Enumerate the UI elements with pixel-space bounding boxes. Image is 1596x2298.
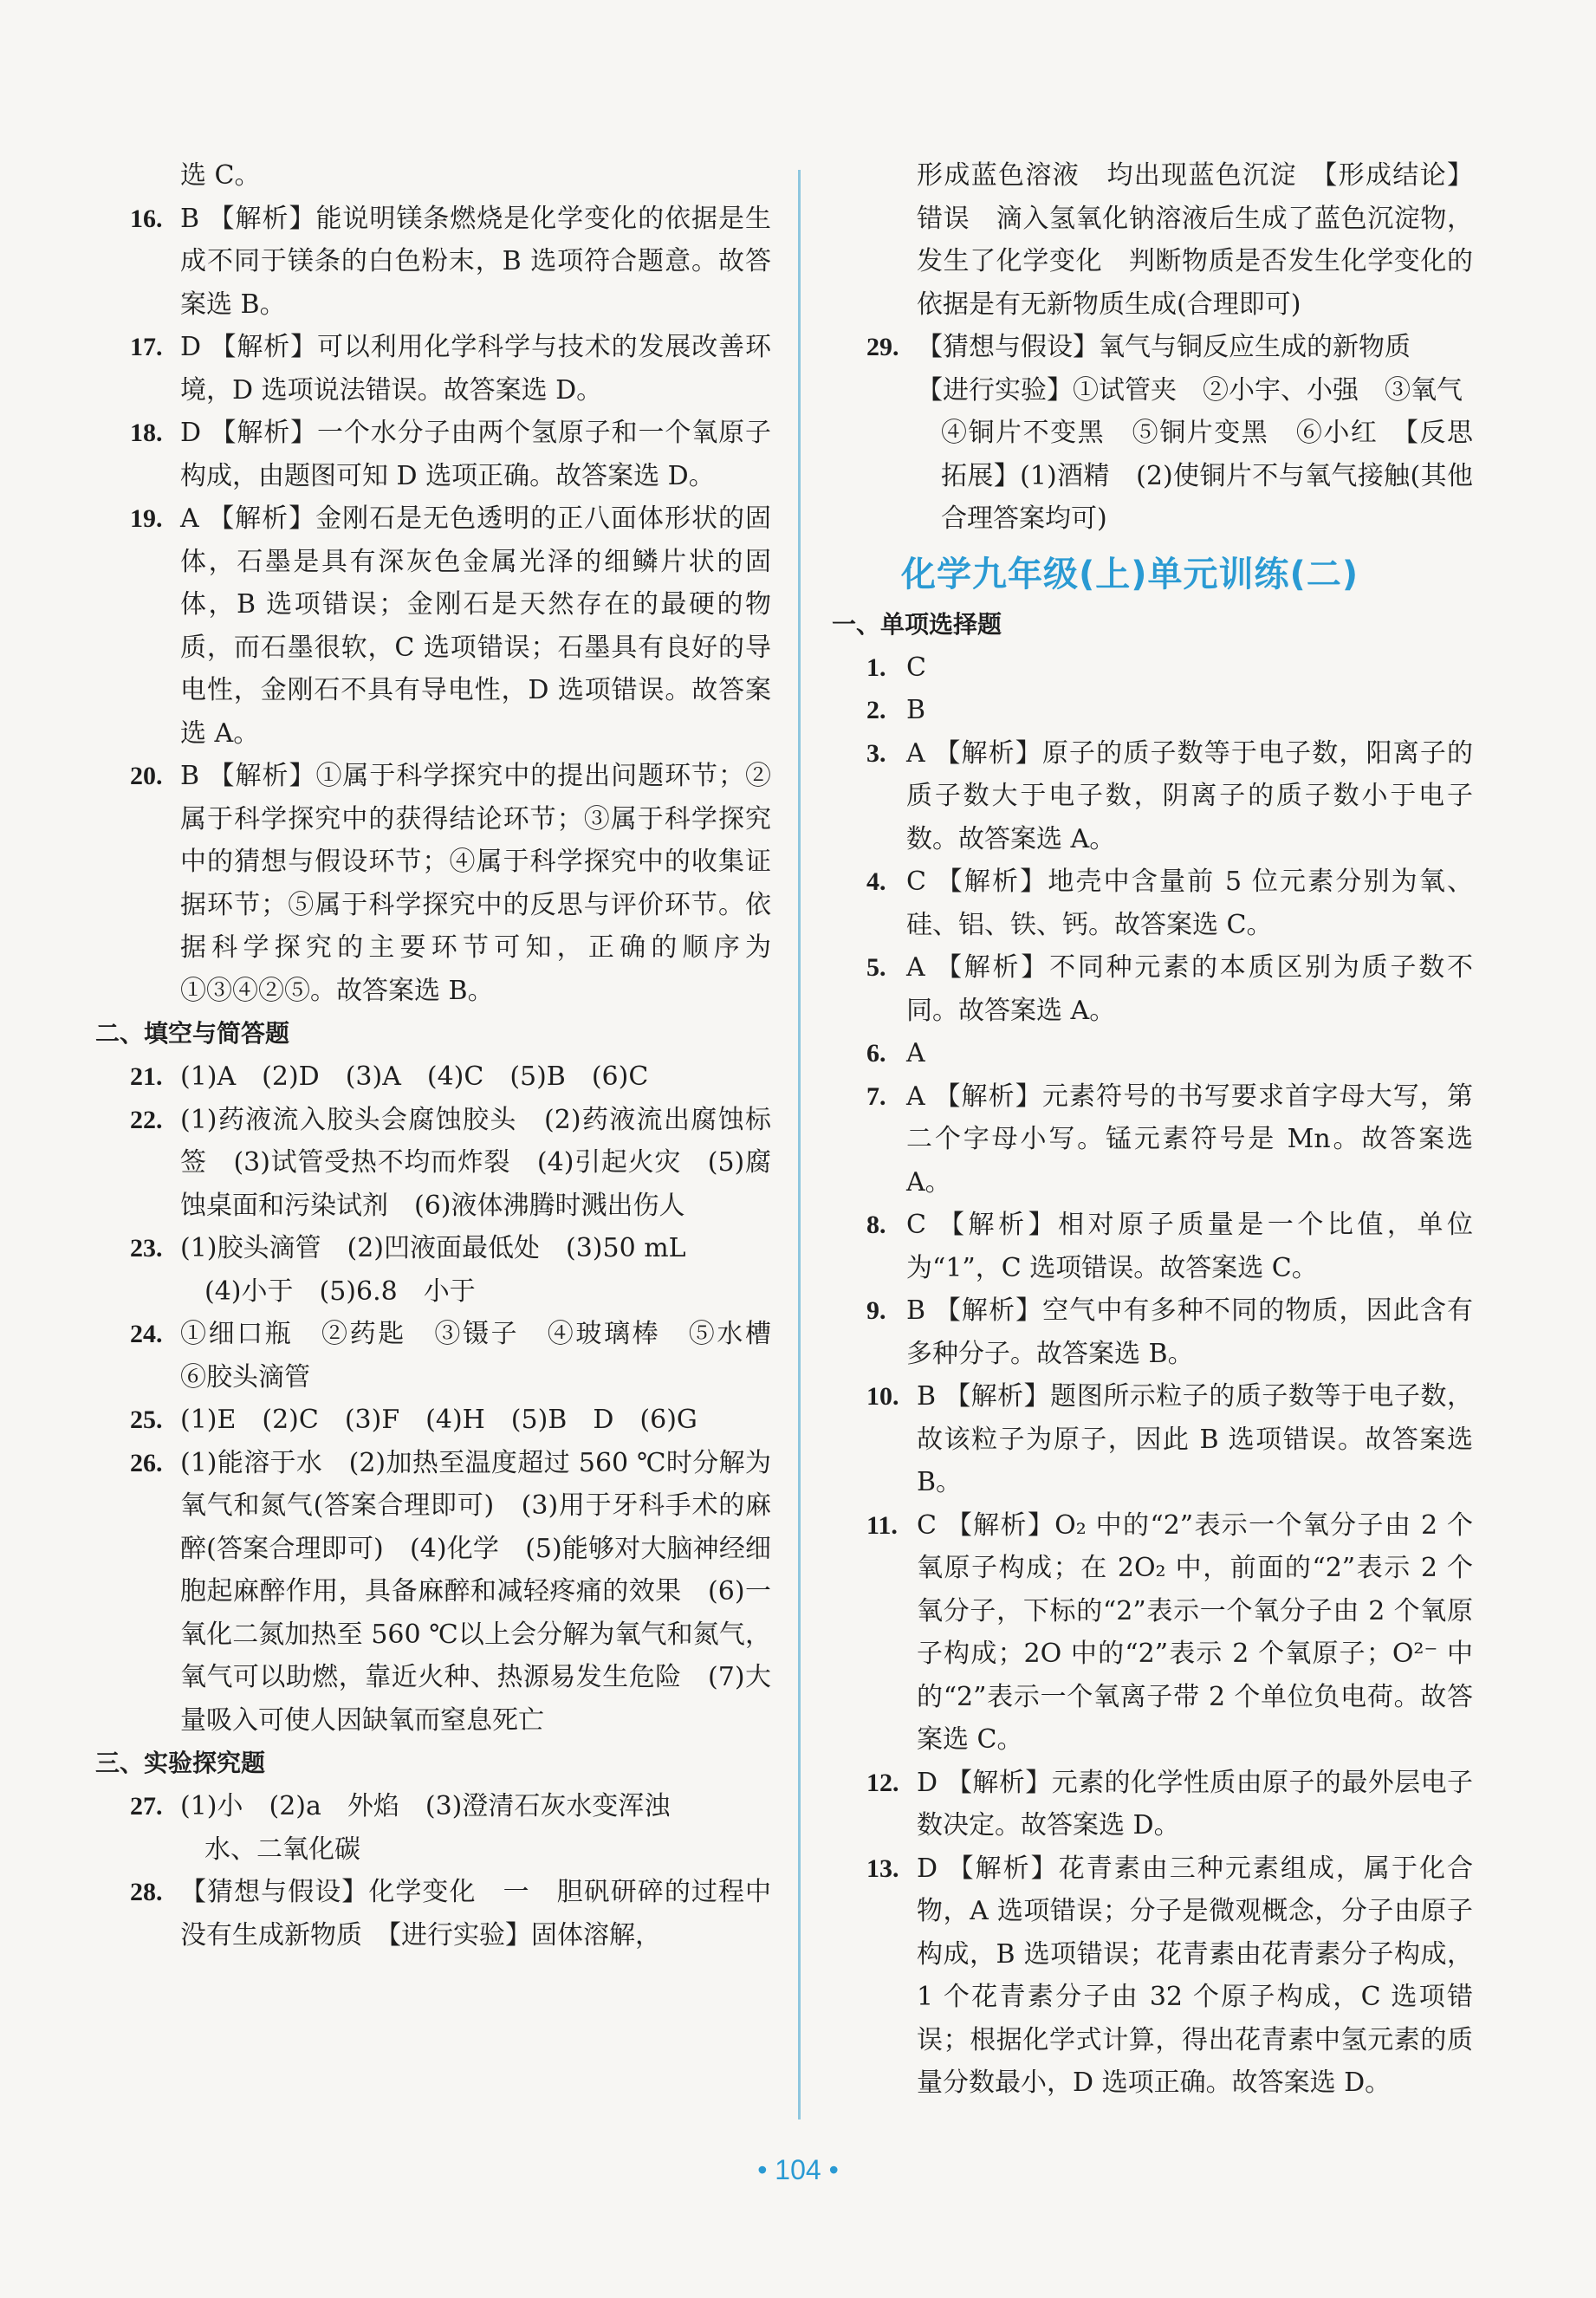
right-lead [866,154,1473,326]
answer-11 [866,1504,1473,1762]
answer-text: A 【解析】不同种元素的本质区别为质子数不同。故答案选 A。 [906,952,1473,1026]
answer-29 [866,326,1473,541]
answer-text: C 【解析】地壳中含量前 5 位元素分别为氧、硅、铝、铁、钙。故答案选 C。 [906,867,1473,940]
answer-number: 20. [130,762,163,790]
answer-text: D 【解析】一个水分子由两个氢原子和一个氧原子构成，由题图可知 D 选项正确。故答案选 D。 [180,418,771,491]
answer-text: A 【解析】原子的质子数等于电子数，阳离子的质子数大于电子数，阴离子的质子数小于电子数。故答案选 A。 [906,737,1473,854]
answer-text: (1)能溶于水 (2)加热至温度超过 560 ℃时分解为氧气和氮气(答案合理即可) (3)用于牙科手术的麻醉(答案合理即可) (4)化学 (5)能够对大脑神经细胞起麻醉作用，具备麻醉和减轻疼痛的效果 (6)一氧化二氮加热至 560 ℃以上会分解为氧气和氮气，氧气可以助燃，靠近火种、热源易发生危险 (7)大量吸入可使人因缺氧而窒息死亡 [180,1447,771,1736]
answer-5 [866,946,1473,1032]
answer-text: B 【解析】空气中有多种不同的物质，因此含有多种分子。故答案选 B。 [906,1295,1473,1369]
answer-text: ④铜片不变黑 ⑤铜片变黑 ⑥小红 【反思拓展】(1)酒精 (2)使铜片不与氧气接触(其他合理答案均可) [941,418,1473,534]
answer-text: (1)小 (2)a 外焰 (3)澄清石灰水变浑浊 [180,1791,671,1821]
answer-text: 水、二氧化碳 [204,1834,360,1865]
answer-number: 27. [130,1792,163,1821]
answer-25 [130,1399,771,1442]
answer-21 [130,1055,771,1099]
left-lead [130,154,771,198]
answer-number: 13. [866,1853,899,1883]
answer-number: 23. [130,1234,163,1263]
answer-number: 26. [130,1448,163,1477]
answer-number: 11. [866,1510,898,1540]
answer-10 [866,1375,1473,1504]
answer-12 [866,1762,1473,1847]
answer-text: C 【解析】相对原子质量是一个比值，单位为“1”，C 选项错误。故答案选 C。 [906,1210,1473,1283]
answer-18 [130,412,771,497]
answer-text: D 【解析】元素的化学性质由原子的最外层电子数决定。故答案选 D。 [917,1767,1473,1840]
answer-text: (1)E (2)C (3)F (4)H (5)B D (6)G [180,1405,697,1435]
answer-text: 【进行实验】①试管夹 ②小宇、小强 ③氧气 [917,374,1463,406]
answer-text: (1)药液流入胶头会腐蚀胶头 (2)药液流出腐蚀标签 (3)试管受热不均而炸裂 (4)引起火灾 (5)腐蚀桌面和污染试剂 (6)液体沸腾时溅出伤人 [180,1104,771,1221]
answer-text: B 【解析】能说明镁条燃烧是化学变化的依据是生成不同于镁条的白色粉末，B 选项符合题意。故答案选 B。 [180,203,771,320]
unit-title: 化学九年级(上)单元训练(二) [901,554,1359,594]
answer-26 [130,1442,771,1743]
answer-number: 28. [130,1878,163,1906]
answer-number: 16. [130,204,163,233]
answer-23 [130,1227,771,1313]
answer-number: 1. [866,652,886,682]
answer-7 [866,1075,1473,1204]
answer-number: 12. [866,1768,899,1797]
answer-number: 17. [130,333,163,361]
answer-text: D 【解析】可以利用化学科学与技术的发展改善环境，D 选项说法错误。故答案选 D。 [180,332,771,406]
answer-number: 21. [130,1062,163,1091]
answer-number: 7. [866,1081,886,1111]
answer-number: 22. [130,1105,163,1134]
answer-3 [866,732,1473,861]
section-heading-fill-in: 二、填空与简答题 [95,1019,290,1048]
answer-24 [130,1313,797,1399]
answer-text: C 【解析】O₂ 中的“2”表示一个氧分子由 2 个氧原子构成；在 2O₂ 中，前面的“2”表示 2 个氧分子，下标的“2”表示一个氧分子由 2 个氧原子构成；2O 中的“2”表示 2 个氧原子；O²⁻ 中的“2”表示一个氧离子带 2 个单位负电荷。故答案选 C。 [917,1509,1473,1755]
answer-text: B 【解析】题图所示粒子的质子数等于电子数，故该粒子为原子，因此 B 选项错误。故答案选 B。 [917,1381,1473,1497]
answer-text: C [906,652,926,683]
answer-number: 19. [130,504,163,533]
answer-number: 18. [130,419,163,447]
answer-number: 24. [130,1320,163,1348]
answer-text: 【猜想与假设】化学变化 一 胆矾研碎的过程中没有生成新物质 【进行实验】固体溶解， [180,1877,771,1951]
answer-text: ①细口瓶 ②药匙 ③镊子 ④玻璃棒 ⑤水槽 ⑥胶头滴管 [180,1319,797,1392]
answer-2 [866,689,1473,732]
answer-6 [866,1032,1473,1075]
answer-text: B 【解析】①属于科学探究中的提出问题环节；②属于科学探究中的获得结论环节；③属于科学探究中的猜想与假设环节；④属于科学探究中的收集证据环节；⑤属于科学探究中的反思与评价环节。依据科学探究的主要环节可知，正确的顺序为①③④②⑤。故答案选 B。 [180,761,771,1006]
right-column [832,154,1473,2105]
answer-number: 4. [866,867,886,896]
answer-number: 3. [866,738,886,768]
answer-text: 选 C。 [180,160,261,191]
answer-text: D 【解析】花青素由三种元素组成，属于化合物，A 选项错误；分子是微观概念，分子由原子构成，B 选项错误；花青素由花青素分子构成，1 个花青素分子由 32 个原子构成，C 选项错误；根据化学式计算，得出花青素中氢元素的质量分数最小，D 选项正确。故答案选 D。 [917,1853,1473,2098]
answer-16 [130,198,771,327]
answer-number: 6. [866,1039,886,1068]
answer-text: 形成蓝色溶液 均出现蓝色沉淀 【形成结论】错误 滴入氢氧化钠溶液后生成了蓝色沉淀物，发生了化学变化 判断物质是否发生化学变化的依据是有无新物质生成(合理即可) [917,160,1473,320]
answer-13 [866,1847,1473,2105]
answer-number: 2. [866,696,886,724]
answer-number: 10. [866,1382,899,1411]
answer-22 [130,1099,771,1228]
left-column [95,154,797,1957]
answer-number: 29. [866,333,899,361]
answer-number: 5. [866,953,886,982]
answer-1 [866,646,1473,690]
answer-text: (1)胶头滴管 (2)凹液面最低处 (3)50 mL [180,1233,686,1263]
answer-text: B [906,695,926,725]
column-divider [798,170,801,2119]
section-heading-experiment: 三、实验探究题 [95,1749,266,1777]
page-number: • 104 • [757,2154,839,2185]
answer-4 [866,860,1473,946]
answer-text: 【猜想与假设】氧气与铜反应生成的新物质 [917,332,1411,362]
answer-text: (4)小于 (5)6.8 小于 [204,1276,476,1307]
section-heading-single-choice: 一、单项选择题 [832,609,1002,639]
answer-number: 25. [130,1405,163,1434]
answer-28 [130,1871,771,1957]
answer-text: A [906,1038,925,1068]
answer-number: 8. [866,1211,886,1239]
answer-9 [866,1289,1473,1375]
answer-19 [130,497,771,755]
answer-number: 9. [866,1296,886,1325]
answer-text: (1)A (2)D (3)A (4)C (5)B (6)C [180,1061,649,1092]
answer-27 [130,1785,771,1871]
answer-text: A 【解析】元素符号的书写要求首字母大写，第二个字母小写。锰元素符号是 Mn。故答案选 A。 [906,1081,1473,1198]
answer-20 [130,755,771,1012]
answer-text: A 【解析】金刚石是无色透明的正八面体形状的固体，石墨是具有深灰色金属光泽的细鳞片状的固体，B 选项错误；金刚石是天然存在的最硬的物质，而石墨很软，C 选项错误；石墨具有良好的导电性，金刚石不具有导电性，D 选项错误。故答案选 A。 [180,503,771,749]
answer-8 [866,1204,1473,1289]
answer-17 [130,326,771,412]
